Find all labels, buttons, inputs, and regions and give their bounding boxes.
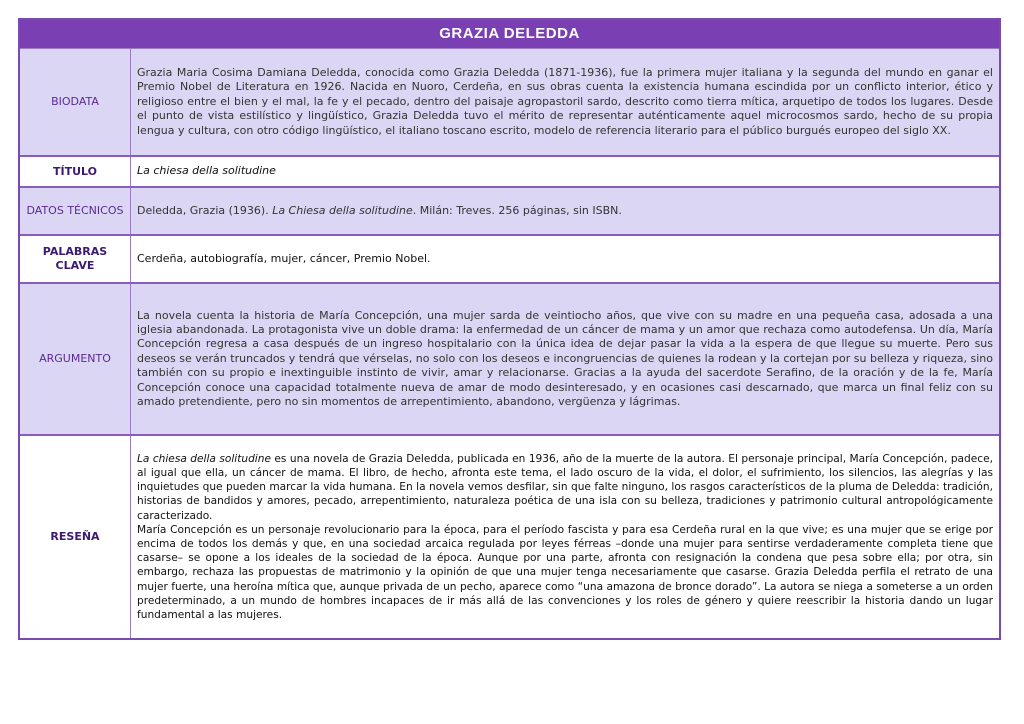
resena-row [20,434,999,638]
titulo-row [20,155,999,186]
titulo-content [131,157,999,186]
info-sheet [18,18,1001,640]
palabras-label: PALABRAS CLAVE [20,236,131,282]
resena-paragraph-2: María Concepción es un personaje revolucionario para la época, para el período fascista y para esa Cerdeña rural en la que vive; es una mujer que se erige por encima de todos los demás y que, en una sociedad arcaica regulada por leyes férreas –donde una mujer para sentirse verdaderamente completa tiene que casarse– se opone a los ideales de la sociedad de la época. Aunque por una parte, afronta con resignación la condena que pesa sobre ella; por otra, sin embargo, rechaza las propuestas de matrimonio y la opinión de que una mujer tenga necesariamente que casarse. Grazia Deledda perfila el retrato de una mujer fuerte, una heroína mítica que, aunque privada de un pecho, aparece como “una amazona de bronce dorado”. La autora se niega a someterse a un orden predeterminado, a un mundo de hombres incapaces de ir más allá de las convenciones y los roles de género y quiere reescribir la historia dando un lugar fundamental a las mujeres. [137,523,993,622]
biodata-text: Grazia Maria Cosima Damiana Deledda, conocida como Grazia Deledda (1871-1936), fue la primera mujer italiana y la segunda del mundo en ganar el Premio Nobel de Literatura en 1926. Nacida en Nuoro, Cerdeña, en sus obras cuenta la existencia humana escindida por un conflicto interior, ético y religioso entre el bien y el mal, la fe y el pecado, dentro del paisaje agropastoril sardo, descrito como tierra mítica, arquetipo de todos los lugares. Desde el punto de vista estilístico y lingüístico, Grazia Deledda tuvo el mérito de representar auténticamente aquel microcosmos sardo, hecho de su propia lengua y cultura, con otro código lingüístico, el italiano toscano escrito, modelo de referencia literario para el público burgués europeo del siglo XX. [137,65,993,137]
argumento-text: La novela cuenta la historia de María Concepción, una mujer sarda de veintiocho años, que vive con su madre en una pequeña casa, adosada a una iglesia abandonada. La protagonista vive un doble drama: la enfermedad de un cáncer de mama y un amor que rechaza como autodefensa. Un día, María Concepción regresa a casa después de un ingreso hospitalario con la única idea de dejar pasar la vida a la espera de que llegue su muerte. Pero sus deseos se verán truncados y tendrá que vérselas, no solo con los deseos e incongruencias de quienes la rodean y la cortejan por su belleza y riqueza, sino también con su propio e inextinguible instinto de vivir, amar y relacionarse. Gracias a la ayuda del sacerdote Serafino, de la oración y de la fe, María Concepción conoce una capacidad totalmente nueva de amar de modo desinteresado, y en ocasiones casi descarnado, que marca un final feliz con su amado pretendiente, pero no sin momentos de arrepentimiento, abandono, vergüenza y lágrimas. [137,308,993,409]
datos-prefix: Deledda, Grazia (1936). [137,203,273,217]
titulo-text: La chiesa della solitudine [137,164,276,178]
palabras-content [131,236,999,282]
resena-paragraph-1 [137,452,993,523]
datos-text [137,204,993,218]
argumento-label: ARGUMENTO [20,284,131,434]
palabras-text: Cerdeña, autobiografía, mujer, cáncer, Premio Nobel. [137,251,431,265]
argumento-row [20,282,999,434]
argumento-content [131,284,999,434]
resena-label: RESEÑA [20,436,131,638]
biodata-label: BIODATA [20,49,131,155]
resena-p1-text: es una novela de Grazia Deledda, publicada en 1936, año de la muerte de la autora. El personaje principal, María Concepción, padece, al igual que ella, un cáncer de mama. El libro, de hecho, afronta este tema, el lado oscuro de la vida, el dolor, el sufrimiento, los silencios, las alegrías y las inquietudes que pueden marcar la vida humana. En la novela vemos desfilar, sin que falte ninguno, los rasgos característicos de la pluma de Deledda: tradición, historias de bandidos y amores, pecado, arrepentimiento, naturaleza poética de una isla con su belleza, tradiciones y patrimonio cultural antropológicamente caracterizado. [137,452,993,522]
datos-content [131,188,999,234]
palabras-row [20,234,999,282]
datos-suffix: . Milán: Treves. 256 páginas, sin ISBN. [412,203,622,217]
datos-label: DATOS TÉCNICOS [20,188,131,234]
sheet-title: GRAZIA DELEDDA [20,20,999,48]
biodata-content [131,49,999,155]
datos-row [20,186,999,234]
resena-content [131,436,999,638]
titulo-label: TÍTULO [20,157,131,186]
resena-book-title: La chiesa della solitudine [137,452,271,465]
biodata-row [20,48,999,155]
datos-book-title: La Chiesa della solitudine [272,203,413,217]
